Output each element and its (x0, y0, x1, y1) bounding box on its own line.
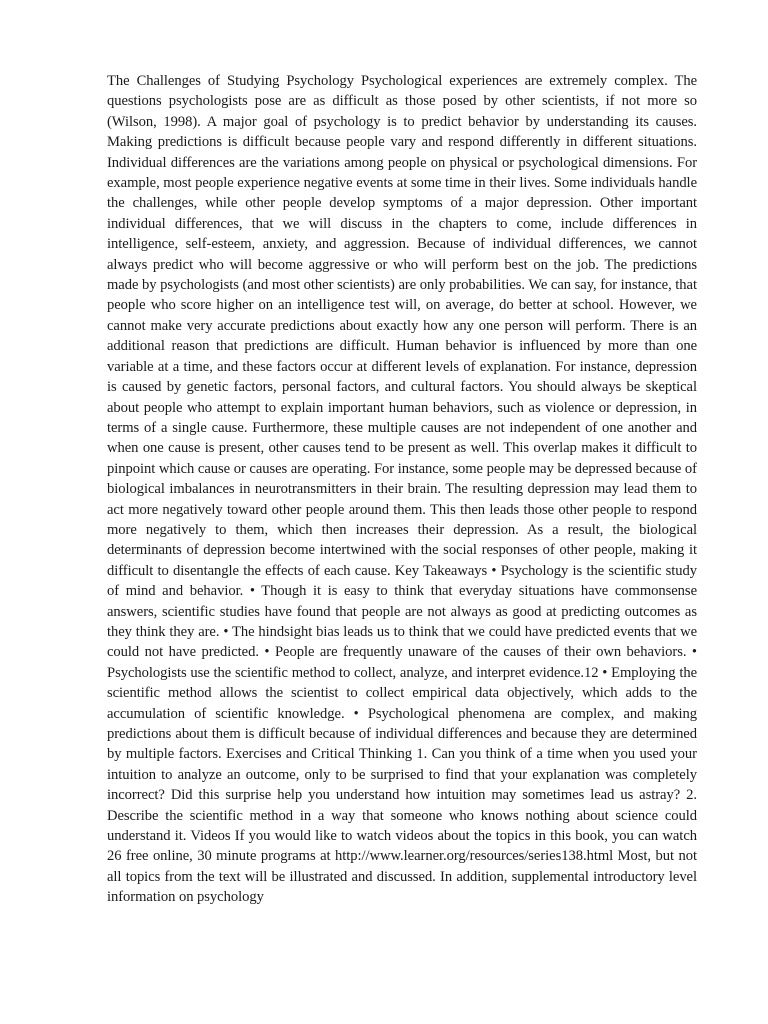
body-paragraph: The Challenges of Studying Psychology Psychological experiences are extremely complex. The questions psychologists pose are as difficult as those posed by other scientists, if not more so (Wilson, 1998). A major goal of psychology is to predict behavior by understanding its causes. Making predictions is difficult because people vary and respond differently in different situations. Individual differences are the variations among people on physical or psychological dimensions. For example, most people experience negative events at some time in their lives. Some individuals handle the challenges, while other people develop symptoms of a major depression. Other important individual differences, that we will discuss in the chapters to come, include differences in intelligence, self-esteem, anxiety, and aggression. Because of individual differences, we cannot always predict who will become aggressive or who will perform best on the job. The predictions made by psychologists (and most other scientists) are only probabilities. We can say, for instance, that people who score higher on an intelligence test will, on average, do better at school. However, we cannot make very accurate predictions about exactly how any one person will perform. There is an additional reason that predictions are difficult. Human behavior is influenced by more than one variable at a time, and these factors occur at different levels of explanation. For instance, depression is caused by genetic factors, personal factors, and cultural factors. You should always be skeptical about people who attempt to explain important human behaviors, such as violence or depression, in terms of a single cause. Furthermore, these multiple causes are not independent of one another and when one cause is present, other causes tend to be present as well. This overlap makes it difficult to pinpoint which cause or causes are operating. For instance, some people may be depressed because of biological imbalances in neurotransmitters in their brain. The resulting depression may lead them to act more negatively toward other people around them. This then leads those other people to respond more negatively to them, which then increases their depression. As a result, the biological determinants of depression become intertwined with the social responses of other people, making it difficult to disentangle the effects of each cause. Key Takeaways • Psychology is the scientific study of mind and behavior. • Though it is easy to think that everyday situations have commonsense answers, scientific studies have found that people are not always as good at predicting outcomes as they think they are. • The hindsight bias leads us to think that we could have predicted events that we could not have predicted. • People are frequently unaware of the causes of their own behaviors. • Psychologists use the scientific method to collect, analyze, and interpret evidence.12 • Employing the scientific method allows the scientist to collect empirical data objectively, which adds to the accumulation of scientific knowledge. • Psychological phenomena are complex, and making predictions about them is difficult because of individual differences and because they are determined by multiple factors. Exercises and Critical Thinking 1. Can you think of a time when you used your intuition to analyze an outcome, only to be surprised to find that your explanation was completely incorrect? Did this surprise help you understand how intuition may sometimes lead us astray? 2. Describe the scientific method in a way that someone who knows nothing about science could understand it. Videos If you would like to watch videos about the topics in this book, you can watch 26 free online, 30 minute programs at http://www.learner.org/resources/series138.html Most, but not all topics from the text will be illustrated and discussed. In addition, supplemental introductory level information on psychology (107, 73, 697, 906)
document-body (107, 71, 697, 908)
